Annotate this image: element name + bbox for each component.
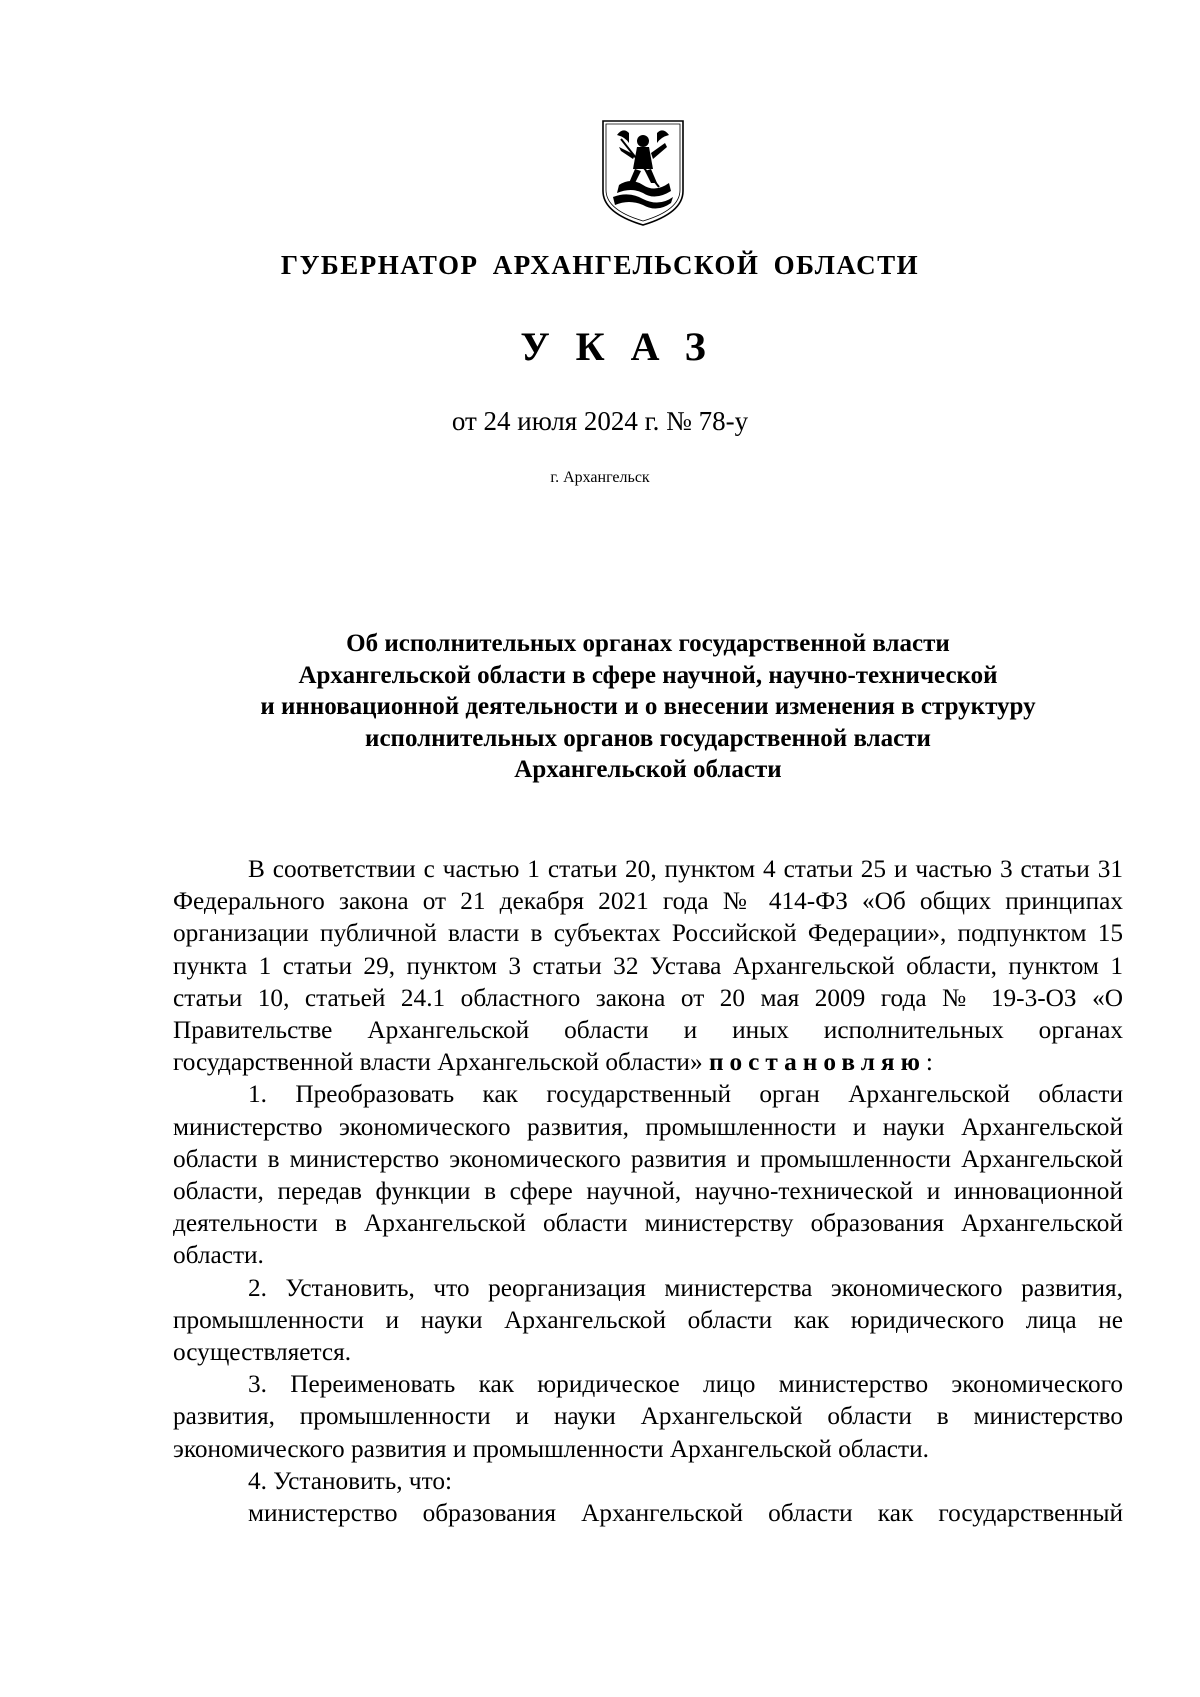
- title-line: исполнительных органов государственной власти: [365, 724, 931, 752]
- document-body: [173, 853, 1123, 1529]
- title-line: и инновационной деятельности и о внесении изменения в структуру: [260, 693, 1036, 720]
- preamble-colon: :: [925, 1048, 933, 1077]
- preamble-paragraph: [173, 853, 1123, 1078]
- document-title: [170, 628, 1126, 786]
- item-4: 4. Установить, что:: [248, 1466, 453, 1495]
- item-4-continuation: министерство образования Архангельской области как государственный: [248, 1499, 1123, 1528]
- document-type: УКАЗ: [520, 324, 732, 369]
- title-line: Об исполнительных органах государственной власти: [346, 630, 950, 657]
- item-1: 1. Преобразовать как государственный орган Архангельской области министерство экономического развития, промышленности и науки Архангельской области в министерство экономического развития и промышленности Архангельской области, передав функции в сфере научной, научно-технической и инновационной деятельности в Архангельской области министерству образования Архангельской области.: [173, 1080, 1123, 1270]
- decree-word: постановляю: [708, 1048, 926, 1077]
- issuing-authority: ГУБЕРНАТОР АРХАНГЕЛЬСКОЙ ОБЛАСТИ: [280, 250, 920, 280]
- item-3: 3. Переименовать как юридическое лицо министерство экономического развития, промышленности и науки Архангельской области в министерство экономического развития и промышленности Архангельской области.: [173, 1370, 1123, 1463]
- title-line: Архангельской области: [514, 756, 782, 783]
- item-2: 2. Установить, что реорганизация министерства экономического развития, промышленности и науки Архангельской области как юридического лица не осуществляется.: [173, 1273, 1123, 1367]
- arkhangelsk-coat-of-arms-icon: [599, 117, 687, 229]
- city-of-issue: г. Архангельск: [550, 469, 650, 486]
- title-line: Архангельской области в сфере научной, научно-технической: [298, 661, 998, 689]
- preamble-text: В соответствии с частью 1 статьи 20, пунктом 4 статьи 25 и частью 3 статьи 31 Федерального закона от 21 декабря 2021 года № 414-ФЗ «Об общих принципах организации публичной власти в субъектах Российской Федерации», подпунктом 15 пункта 1 статьи 29, пунктом 3 статьи 32 Устава Архангельской области, пунктом 1 статьи 10, статьей 24.1 областного закона от 20 мая 2009 года № 19-3-ОЗ «О Правительстве Архангельской области и иных исполнительных органах государственной власти Архангельской области»: [173, 855, 1123, 1077]
- date-and-number: от 24 июля 2024 г. № 78-у: [451, 406, 749, 436]
